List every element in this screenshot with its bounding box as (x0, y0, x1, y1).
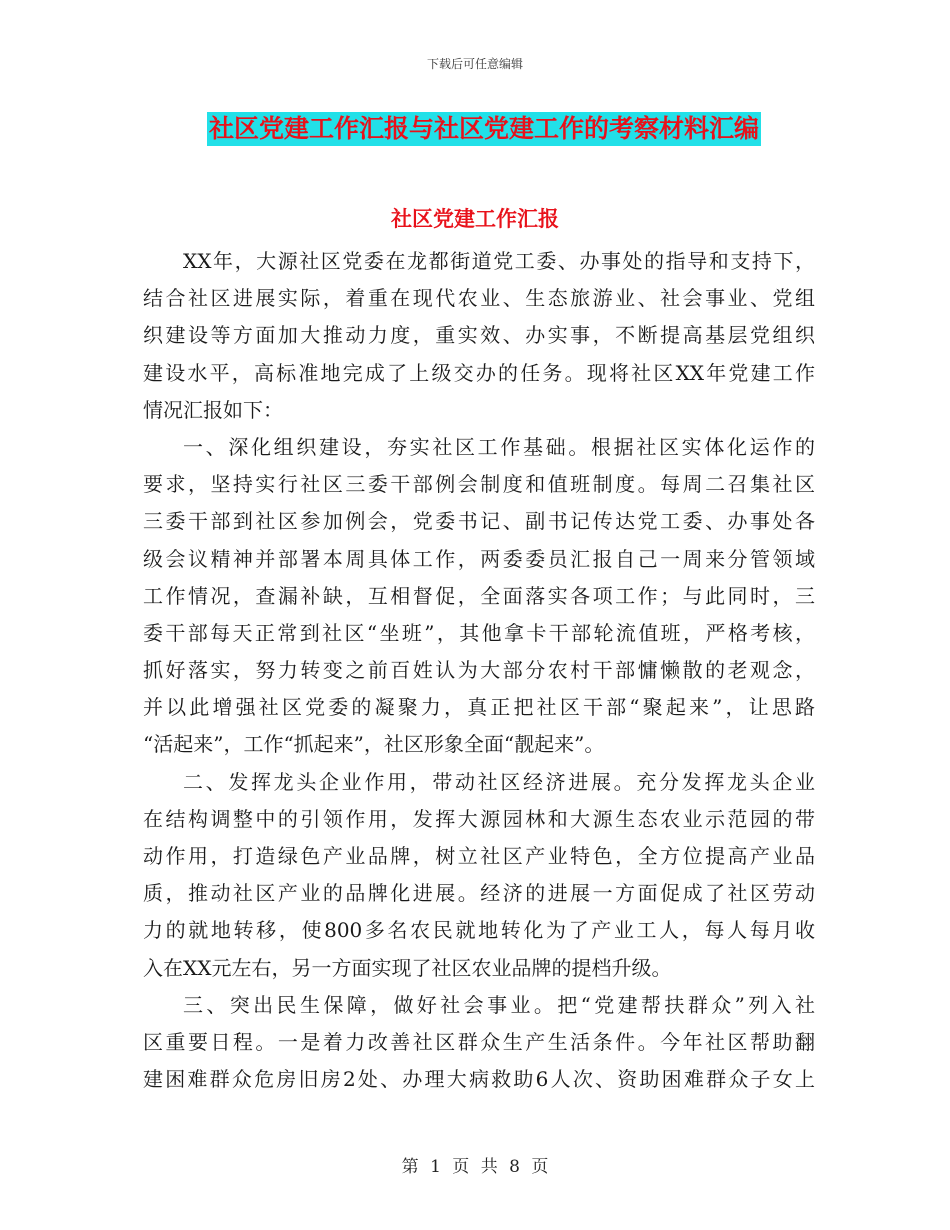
paragraph-line: 委干部每天正常到社区“坐班”，其他拿卡干部轮流值班，严格考核， (143, 620, 815, 645)
paragraph-line: 二、发挥龙头企业作用，带动社区经济进展。充分发挥龙头企业 (183, 769, 815, 794)
paragraph-line: 建设水平，高标准地完成了上级交办的任务。现将社区XX年党建工作 (143, 360, 815, 385)
paragraph-line: 力的就地转移，使800多名农民就地转化为了产业工人，每人每月收 (143, 918, 815, 943)
paragraph-line: “活起来”，工作“抓起来”，社区形象全面“靓起来”。 (143, 732, 605, 757)
paragraph-line: 三、突出民生保障，做好社会事业。把“党建帮扶群众”列入社 (183, 992, 815, 1017)
paragraph-line: 结合社区进展实际，着重在现代农业、生态旅游业、社会事业、党组 (143, 286, 815, 311)
document-body (143, 243, 815, 1098)
header-note: 下载后可任意编辑 (426, 57, 523, 71)
section-title: 社区党建工作汇报 (391, 206, 559, 231)
paragraph-line: XX年，大源社区党委在龙都街道党工委、办事处的指导和支持下， (183, 249, 815, 273)
paragraph-line: 在结构调整中的引领作用，发挥大源园林和大源生态农业示范园的带 (143, 806, 815, 831)
paragraph-line: 级会议精神并部署本周具体工作，两委委员汇报自己一周来分管领域 (143, 546, 815, 571)
paragraph-line: 工作情况，查漏补缺，互相督促，全面落实各项工作；与此同时，三 (143, 583, 815, 608)
paragraph-line: 区重要日程。一是着力改善社区群众生产生活条件。今年社区帮助翻 (143, 1029, 815, 1054)
paragraph-line: 质，推动社区产业的品牌化进展。经济的进展一方面促成了社区劳动 (143, 881, 815, 906)
paragraph-line: 要求，坚持实行社区三委干部例会制度和值班制度。每周二召集社区 (143, 472, 815, 497)
page-footer: 第 1 页 共 8 页 (401, 1157, 549, 1177)
paragraph-line: 织建设等方面加大推动力度，重实效、办实事，不断提高基层党组织 (143, 323, 815, 348)
paragraph-line: 三委干部到社区参加例会，党委书记、副书记传达党工委、办事处各 (143, 509, 815, 534)
document-title: 社区党建工作汇报与社区党建工作的考察材料汇编 (207, 112, 761, 146)
paragraph-line: 动作用，打造绿色产业品牌，树立社区产业特色，全方位提高产业品 (143, 844, 815, 868)
paragraph-line: 一、深化组织建设，夯实社区工作基础。根据社区实体化运作的 (183, 434, 815, 459)
paragraph-line: 并以此增强社区党委的凝聚力，真正把社区干部“聚起来”，让思路 (143, 695, 815, 720)
paragraph-line: 建困难群众危房旧房2处、办理大病救助6人次、资助困难群众子女上 (143, 1067, 815, 1092)
paragraph-line: 情况汇报如下： (143, 397, 283, 422)
paragraph-line: 抓好落实，努力转变之前百姓认为大部分农村干部慵懒散的老观念， (143, 658, 815, 683)
paragraph-line: 入在XX元左右，另一方面实现了社区农业品牌的提档升级。 (143, 955, 672, 980)
